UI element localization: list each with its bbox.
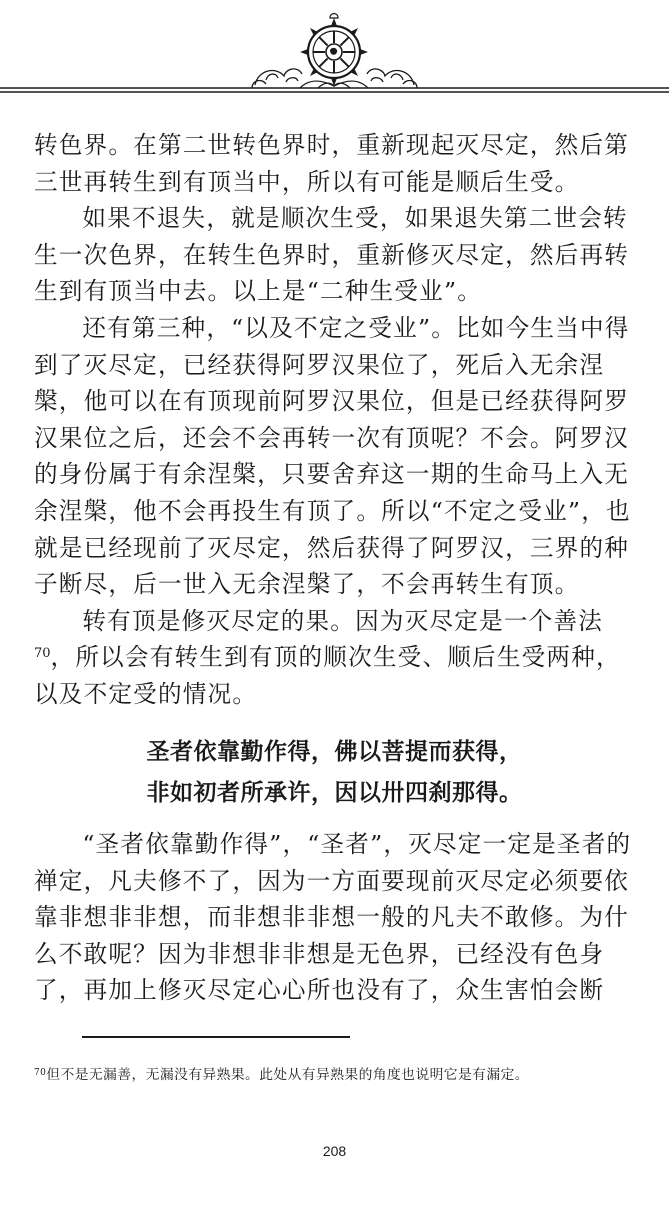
footnote-reference[interactable]: 70 <box>34 646 51 662</box>
verse-line: 非如初者所承许，因以卅四刹那得。 <box>146 780 523 806</box>
main-body-text <box>34 127 638 713</box>
page-header-ornament <box>0 0 669 110</box>
paragraph: 转色界。在第二世转色界时，重新现起灭尽定，然后第三世再转生到有顶当中，所以有可能是顺后生受。 <box>34 131 630 196</box>
footnote-number: 70 <box>34 1068 47 1078</box>
paragraph-text: 转有顶是修灭尽定的果。因为灭尽定是一个善法 <box>82 606 604 635</box>
footnote-text: 但不是无漏善，无漏没有异熟果。此处从有异熟果的角度也说明它是有漏定。 <box>46 1067 529 1083</box>
paragraph: 还有第三种，“以及不定之受业”。比如今生当中得到了灭尽定，已经获得阿罗汉果位了，死后入无余涅槃，他可以在有顶现前阿罗汉果位，但是已经获得阿罗汉果位之后，还会不会再转一次有顶呢？不会。阿罗汉的身份属于有余涅槃，只要舍弃这一期的生命马上入无余涅槃，他不会再投生有顶了。所以“不定之受业”，也就是已经现前了灭尽定，然后获得了阿罗汉，三界的种子断尽，后一世入无余涅槃了，不会再转生有顶。 <box>34 313 631 599</box>
paragraph-text: ，所以会有转生到有顶的顺次生受、顺后生受两种，以及不定受的情况。 <box>34 643 621 708</box>
paragraph: “圣者依靠勤作得”，“圣者”，灭尽定一定是圣者的禅定，凡夫修不了，因为一方面要现前灭尽定必须要依靠非想非非想，而非想非非想一般的凡夫不敢修。为什么不敢呢？因为非想非非想是无色界，已经没有色身了，再加上修灭尽定心心所也没有了，众生害怕会断 <box>34 830 632 1005</box>
page-number: 208 <box>322 1143 347 1159</box>
footnote-divider <box>82 1036 350 1038</box>
paragraph: 如果不退失，就是顺次生受，如果退失第二世会转生一次色界，在转生色界时，重新修灭尽定，然后再转生到有顶当中去。以上是“二种生受业”。 <box>34 204 630 306</box>
paragraph <box>34 603 638 713</box>
verse-line: 圣者依靠勤作得，佛以菩提而获得， <box>146 739 523 765</box>
footnote <box>34 1062 634 1089</box>
commentary-text <box>34 826 638 1009</box>
dharma-wheel-icon <box>0 0 669 110</box>
